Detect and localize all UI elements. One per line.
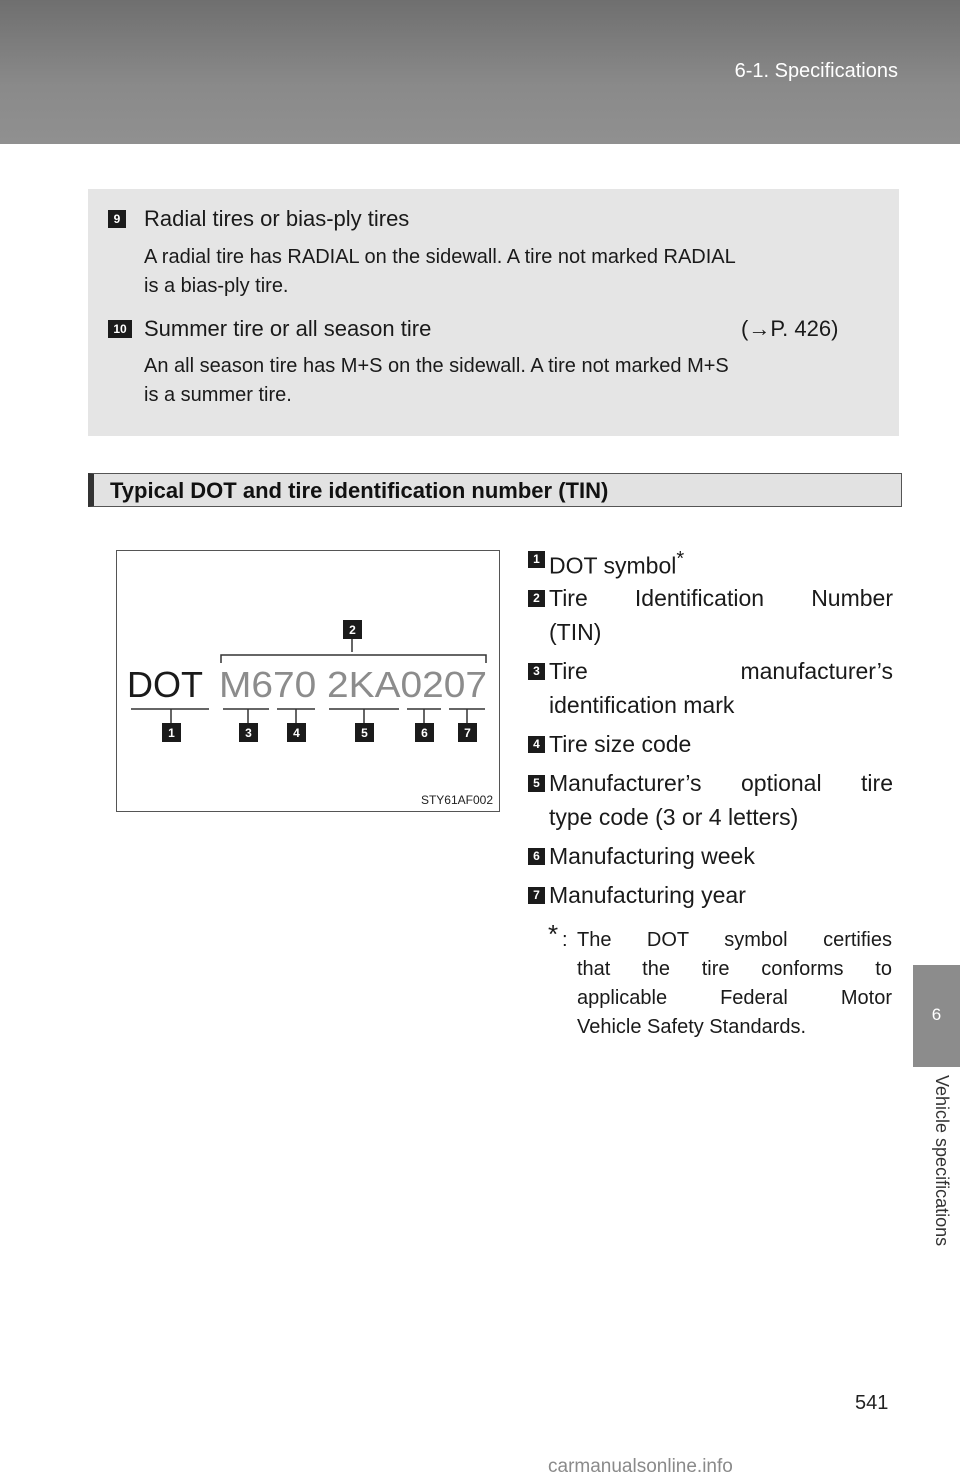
legend-badge-5: 5 — [528, 775, 545, 792]
legend-badge-7: 7 — [528, 887, 545, 904]
legend-line-1: DOT symbol — [549, 552, 677, 579]
figure-code: STY61AF002 — [420, 793, 493, 807]
legend-line-5a: Manufacturer’s optional tire — [549, 770, 893, 796]
callout-6-label: 6 — [421, 726, 428, 740]
page-number: 541 — [855, 1392, 889, 1414]
legend-text-1 — [549, 542, 893, 583]
page-reference-link[interactable]: (→P. 426) — [741, 316, 839, 341]
legend-text-5 — [549, 766, 893, 834]
callout-4-label: 4 — [293, 726, 300, 740]
item-title-radial: Radial tires or bias-ply tires — [144, 206, 410, 231]
legend-star: * — [676, 548, 685, 570]
section-header — [88, 473, 902, 507]
item-title-summer: Summer tire or all season tire — [144, 316, 432, 341]
badge-10: 10 — [108, 320, 132, 338]
footnote-line-2: that the tire conforms to — [577, 958, 892, 980]
callout-7-label: 7 — [464, 726, 471, 740]
legend-line-3a: Tire manufacturer’s — [549, 658, 893, 684]
callout-2-bracket — [221, 655, 486, 663]
legend-badge-6: 6 — [528, 848, 545, 865]
legend-line-2a: Tire Identification Number — [549, 585, 893, 611]
legend-text-7: Manufacturing year — [549, 882, 746, 908]
footnote-line-3: applicable Federal Motor — [577, 987, 892, 1009]
item-desc-summer-1: An all season tire has M+S on the sidewall. A tire not marked M+S — [144, 355, 729, 377]
footnote-line-4: Vehicle Safety Standards. — [577, 1016, 807, 1038]
legend-badge-2: 2 — [528, 590, 545, 607]
legend-badge-4: 4 — [528, 736, 545, 753]
legend-text-4: Tire size code — [549, 731, 692, 757]
legend-text-3 — [549, 654, 893, 722]
legend-line-2b: (TIN) — [549, 619, 602, 645]
footnote-colon: : — [562, 929, 568, 951]
legend-badge-1: 1 — [528, 551, 545, 568]
legend-text-6: Manufacturing week — [549, 843, 755, 869]
badge-9: 9 — [108, 210, 126, 228]
legend-line-3b: identification mark — [549, 692, 735, 718]
chapter-tab-number: 6 — [931, 1005, 942, 1024]
watermark: carmanualsonline.info — [548, 1456, 733, 1477]
legend-badge-3: 3 — [528, 663, 545, 680]
tin-diagram — [116, 550, 500, 812]
tin-diagram-svg — [117, 551, 499, 811]
info-box — [88, 189, 899, 436]
section-title: Typical DOT and tire identification number (TIN) — [110, 478, 609, 503]
callout-2-label: 2 — [349, 623, 356, 637]
dot-symbol-text: DOT — [127, 664, 203, 705]
callout-3-label: 3 — [245, 726, 252, 740]
page-header — [0, 0, 960, 144]
legend-text-2 — [549, 581, 893, 649]
callout-5-label: 5 — [361, 726, 368, 740]
legend-line-5b: type code (3 or 4 letters) — [549, 804, 799, 830]
chapter-tab[interactable] — [913, 965, 960, 1067]
footnote-line-1: The DOT symbol certifies — [577, 929, 892, 951]
tin-text: M670 2KA0207 — [219, 664, 487, 705]
item-desc-radial-1: A radial tire has RADIAL on the sidewall. A tire not marked RADIAL — [144, 246, 736, 268]
item-desc-summer-2: is a summer tire. — [144, 384, 292, 406]
footnote-star: * — [548, 919, 559, 949]
chapter-label: Vehicle specifications — [932, 1075, 952, 1247]
item-desc-radial-2: is a bias-ply tire. — [144, 275, 289, 297]
callout-1-label: 1 — [168, 726, 175, 740]
header-title: 6-1. Specifications — [734, 60, 898, 82]
footnote-text — [577, 926, 892, 1042]
